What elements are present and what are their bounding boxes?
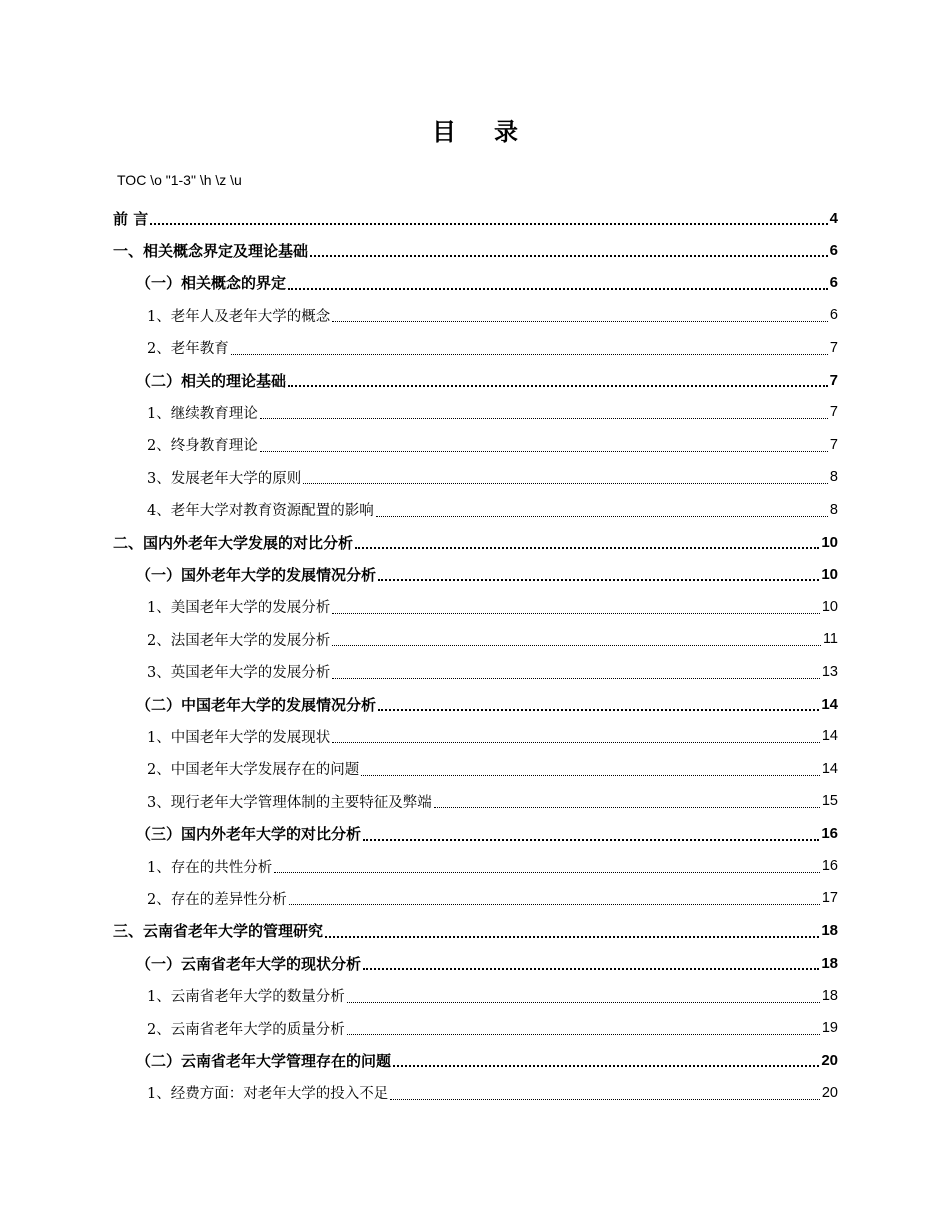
toc-entry-page: 18 xyxy=(821,922,838,940)
toc-entry-page: 6 xyxy=(829,241,838,259)
toc-entry-page: 18 xyxy=(821,987,838,1004)
toc-entry[interactable] xyxy=(113,526,838,558)
toc-entry-label: 三、云南省老年大学的管理研究 xyxy=(113,922,324,941)
toc-leader-dots xyxy=(231,354,828,355)
toc-entry-page: 18 xyxy=(821,954,838,972)
toc-entry-page: 6 xyxy=(829,274,838,292)
toc-entry[interactable] xyxy=(147,332,838,364)
toc-entry[interactable] xyxy=(147,461,838,493)
toc-entry-label: 1、继续教育理论 xyxy=(147,405,258,422)
toc-leader-dots xyxy=(378,709,819,711)
toc-entry-label: 4、老年大学对教育资源配置的影响 xyxy=(147,503,374,520)
toc-entry[interactable] xyxy=(147,494,838,526)
toc-entry-page: 16 xyxy=(821,858,838,874)
toc-entry-page: 15 xyxy=(821,793,838,810)
toc-entry[interactable] xyxy=(136,947,838,979)
toc-leader-dots xyxy=(347,1002,820,1003)
toc-entry[interactable] xyxy=(147,1077,838,1109)
toc-entry-page: 6 xyxy=(829,307,838,324)
toc-entry-label: 1、经费方面：对老年大学的投入不足 xyxy=(147,1086,389,1103)
toc-entry-page: 17 xyxy=(821,890,838,907)
toc-entry-label: 1、云南省老年大学的数量分析 xyxy=(147,989,345,1006)
toc-entry-label: 3、发展老年大学的原则 xyxy=(147,470,302,487)
toc-leader-dots xyxy=(260,451,828,452)
toc-leader-dots xyxy=(332,742,820,743)
toc-leader-dots xyxy=(393,1065,819,1067)
toc-entry-label: 2、法国老年大学的发展分析 xyxy=(147,632,331,649)
toc-entry[interactable] xyxy=(147,396,838,428)
toc-entry-page: 7 xyxy=(829,371,838,389)
toc-entry-label: （一）相关概念的界定 xyxy=(136,274,287,293)
toc-entry-label: 一、相关概念界定及理论基础 xyxy=(113,241,309,260)
toc-entry-page: 7 xyxy=(829,339,838,356)
toc-entry-label: 2、云南省老年大学的质量分析 xyxy=(147,1021,345,1038)
toc-entry-page: 11 xyxy=(822,631,838,648)
toc-entry-label: 前 言 xyxy=(113,209,149,228)
toc-entry-label: （二）云南省老年大学管理存在的问题 xyxy=(136,1051,392,1070)
toc-entry-page: 14 xyxy=(821,728,838,745)
toc-entry-label: （二）相关的理论基础 xyxy=(136,371,287,390)
toc-entry-label: 1、存在的共性分析 xyxy=(147,859,273,876)
toc-entry[interactable] xyxy=(113,202,838,234)
toc-entry[interactable] xyxy=(113,915,838,947)
toc-entry-label: （二）中国老年大学的发展情况分析 xyxy=(136,695,377,714)
toc-entry-page: 7 xyxy=(829,436,838,453)
toc-leader-dots xyxy=(325,936,819,938)
toc-entry-page: 20 xyxy=(821,1084,838,1101)
toc-entry-page: 20 xyxy=(821,1051,838,1069)
toc-entry[interactable] xyxy=(136,558,838,590)
toc-entry[interactable] xyxy=(136,364,838,396)
toc-entry[interactable] xyxy=(147,882,838,914)
toc-leader-dots xyxy=(289,904,820,905)
toc-entry[interactable] xyxy=(147,656,838,688)
page-title-char-2: 录 xyxy=(494,118,518,146)
toc-entry[interactable] xyxy=(136,818,838,850)
toc-entry-label: （一）国外老年大学的发展情况分析 xyxy=(136,565,377,584)
toc-entry[interactable] xyxy=(113,234,838,266)
toc-leader-dots xyxy=(310,255,828,257)
page-title-char-1: 目 xyxy=(432,118,456,146)
toc-leader-dots xyxy=(363,968,819,970)
toc-entry[interactable] xyxy=(136,267,838,299)
toc-entry[interactable] xyxy=(136,688,838,720)
toc-entry-label: 3、现行老年大学管理体制的主要特征及弊端 xyxy=(147,794,432,811)
toc-leader-dots xyxy=(376,516,828,517)
toc-leader-dots xyxy=(434,807,820,808)
toc-leader-dots xyxy=(347,1034,820,1035)
toc-entry-label: 2、老年教育 xyxy=(147,341,229,358)
toc-entry-label: （三）国内外老年大学的对比分析 xyxy=(136,825,362,844)
toc-entry[interactable] xyxy=(147,720,838,752)
toc-entry-page: 8 xyxy=(829,501,838,518)
toc-entry-page: 13 xyxy=(821,663,838,680)
toc-entry-label: 1、美国老年大学的发展分析 xyxy=(147,600,331,617)
toc-leader-dots xyxy=(288,385,828,387)
toc-entry[interactable] xyxy=(147,591,838,623)
toc-entry-page: 14 xyxy=(821,695,838,713)
toc-leader-dots xyxy=(288,288,828,290)
toc-entry-label: （一）云南省老年大学的现状分析 xyxy=(136,954,362,973)
toc-leader-dots xyxy=(378,579,819,581)
toc-entry-page: 14 xyxy=(821,760,838,777)
toc-leader-dots xyxy=(332,645,821,646)
toc-entry-page: 10 xyxy=(821,565,838,583)
toc-entry[interactable] xyxy=(147,429,838,461)
toc-field-code: TOC \o "1-3" \h \z \u xyxy=(117,172,242,188)
toc-leader-dots xyxy=(332,678,820,679)
toc-leader-dots xyxy=(332,613,820,614)
toc-entry[interactable] xyxy=(147,623,838,655)
toc-leader-dots xyxy=(303,483,828,484)
toc-leader-dots xyxy=(355,547,819,549)
toc-entry-label: 1、中国老年大学的发展现状 xyxy=(147,729,331,746)
toc-entry[interactable] xyxy=(147,980,838,1012)
toc-leader-dots xyxy=(390,1099,820,1100)
toc-entry[interactable] xyxy=(147,850,838,882)
toc-entry-page: 8 xyxy=(829,469,838,486)
toc-entry[interactable] xyxy=(147,753,838,785)
toc-leader-dots xyxy=(150,223,827,225)
toc-entry-page: 7 xyxy=(829,404,838,421)
toc-entry-label: 3、英国老年大学的发展分析 xyxy=(147,665,331,682)
toc-entry[interactable] xyxy=(147,1012,838,1044)
toc-entry-page: 19 xyxy=(821,1020,838,1036)
toc-entry-page: 4 xyxy=(829,209,838,227)
toc-entry-label: 1、老年人及老年大学的概念 xyxy=(147,308,331,325)
toc-entry[interactable] xyxy=(147,785,838,817)
toc-leader-dots xyxy=(363,839,819,841)
page-title xyxy=(0,112,950,147)
toc-entry[interactable] xyxy=(136,1044,838,1076)
toc-entry-label: 2、存在的差异性分析 xyxy=(147,891,287,908)
toc-leader-dots xyxy=(260,418,828,419)
toc-leader-dots xyxy=(361,775,820,776)
toc-entry-page: 10 xyxy=(821,598,838,615)
toc-leader-dots xyxy=(332,321,828,322)
toc-entry-page: 10 xyxy=(821,533,838,551)
toc-entry[interactable] xyxy=(147,299,838,331)
toc-entry-label: 二、国内外老年大学发展的对比分析 xyxy=(113,533,354,552)
toc-entry-page: 16 xyxy=(821,825,838,843)
toc-entry-label: 2、终身教育理论 xyxy=(147,438,258,455)
toc-leader-dots xyxy=(274,872,820,873)
toc-entry-label: 2、中国老年大学发展存在的问题 xyxy=(147,762,360,779)
